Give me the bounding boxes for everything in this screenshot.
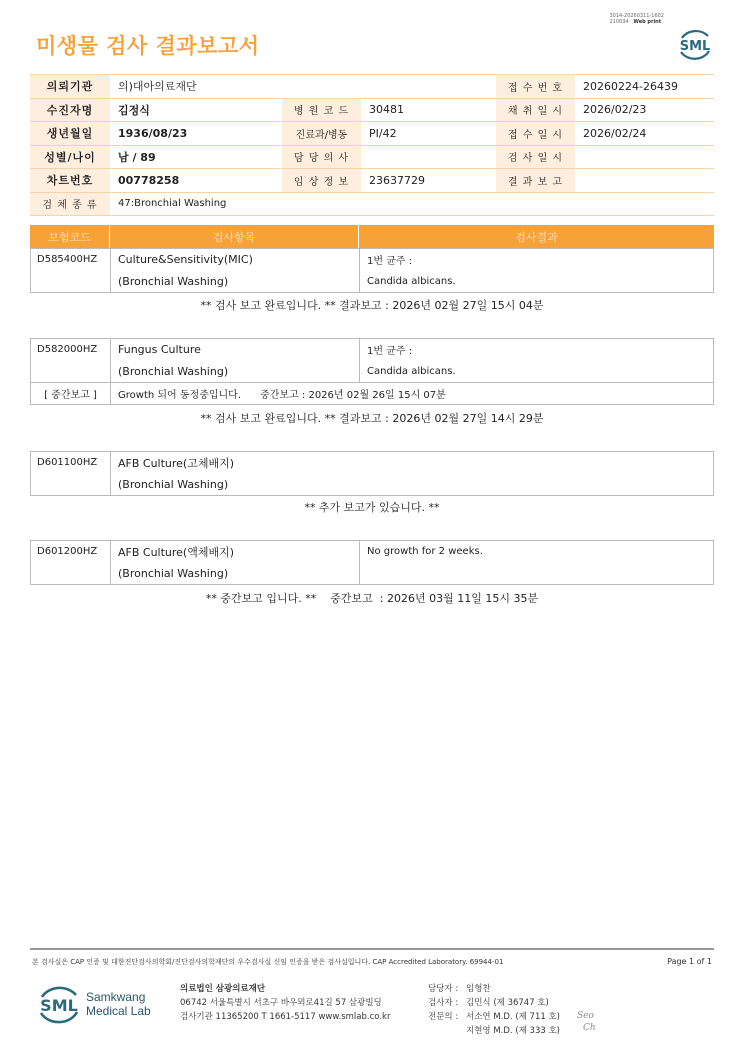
result-value: No growth for 2 weeks. <box>360 541 714 563</box>
test-date-label: 검 사 일 시 <box>496 145 575 169</box>
lab-address: 의료법인 삼광의료재단 06742 서울특별시 서초구 바우뫼로41길 57 삼광빌딩 검사기관 11365200 T 1661-5117 www.smlab.co.kr <box>180 984 391 1022</box>
dept-label: 진료과/병동 <box>282 122 361 146</box>
accreditation-note: 본 검사실은 CAP 인증 및 대한진단검사의학회/진단검사의학재단의 우수검사실 신임 인증을 받은 검사실입니다. CAP Accredited Laboratory. 69944-01 <box>32 958 504 966</box>
report-status: ** 중간보고 입니다. ** 중간보고 : 2026년 03월 11일 15시 35분 <box>205 592 539 605</box>
chart-value: 00778258 <box>110 169 282 193</box>
result-specimen: (Bronchial Washing) <box>111 271 360 293</box>
result-item: AFB Culture(액체배지) <box>111 541 360 563</box>
svg-text:SML: SML <box>40 996 78 1015</box>
specimen-label: 검 체 종 류 <box>30 192 110 216</box>
col-result: 검사결과 <box>515 230 558 244</box>
brand-name: Samkwang Medical Lab <box>86 990 151 1018</box>
name-value: 김정식 <box>110 98 282 122</box>
print-code-line2: 210034 Web print <box>609 19 662 25</box>
signature: Seo Ch <box>577 1011 596 1033</box>
patient-info-table <box>30 74 714 216</box>
result-specimen: (Bronchial Washing) <box>111 474 714 496</box>
report-value <box>575 169 714 193</box>
collect-date-value: 2026/02/23 <box>575 98 714 122</box>
interim-text: Growth 되어 동정중입니다. 중간보고 : 2026년 02월 26일 15시 07분 <box>111 383 714 405</box>
result-item: Fungus Culture <box>111 339 360 361</box>
report-status: ** 검사 보고 완료입니다. ** 결과보고 : 2026년 02월 27일 15시 04분 <box>200 299 544 312</box>
result-value: 1번 균주 : <box>360 339 714 361</box>
results-header <box>30 225 714 248</box>
result-item: AFB Culture(고체배지) <box>111 452 714 474</box>
result-organism: Candida albicans. <box>360 271 714 293</box>
test-date-value <box>575 145 714 169</box>
sml-logo-icon <box>36 982 82 1026</box>
requester-label: 의뢰기관 <box>30 75 110 99</box>
footer-divider <box>30 948 714 950</box>
result-specimen: (Bronchial Washing) <box>111 563 360 585</box>
col-code: 보험코드 <box>30 225 110 248</box>
dept-value: PI/42 <box>361 122 496 146</box>
result-specimen: (Bronchial Washing) <box>111 361 360 383</box>
hospital-code-label: 병 원 코 드 <box>282 98 361 122</box>
print-code-line1: 3014-20260311-1602 <box>609 13 664 19</box>
requester-value: 의)대아의료재단 <box>110 75 496 99</box>
result-code: D582000HZ <box>31 339 111 361</box>
reception-no-label: 접 수 번 호 <box>496 75 575 99</box>
result-value: 1번 균주 : <box>360 249 714 271</box>
name-label: 수진자명 <box>30 98 110 122</box>
print-code <box>609 13 664 25</box>
svg-text:SML: SML <box>679 39 711 54</box>
sex-age-value: 남 / 89 <box>110 145 282 169</box>
result-block <box>30 451 714 496</box>
result-block <box>30 540 714 585</box>
result-organism: Candida albicans. <box>360 361 714 383</box>
result-block <box>30 338 714 405</box>
sml-logo-icon <box>676 26 714 62</box>
chart-label: 차트번호 <box>30 169 110 193</box>
birth-label: 생년월일 <box>30 122 110 146</box>
receive-date-value: 2026/02/24 <box>575 122 714 146</box>
doctor-value <box>361 145 496 169</box>
clinical-label: 임 상 정 보 <box>282 169 361 193</box>
report-status: ** 검사 보고 완료입니다. ** 결과보고 : 2026년 02월 27일 14시 29분 <box>200 412 544 425</box>
sex-age-label: 성별/나이 <box>30 145 110 169</box>
birth-value: 1936/08/23 <box>110 122 282 146</box>
collect-date-label: 채 취 일 시 <box>496 98 575 122</box>
result-code: D601100HZ <box>31 452 111 474</box>
reception-no-value: 20260224-26439 <box>575 75 714 99</box>
report-status: ** 추가 보고가 있습니다. ** <box>304 501 440 514</box>
clinical-value: 23637729 <box>361 169 496 193</box>
receive-date-label: 접 수 일 시 <box>496 122 575 146</box>
result-code: D585400HZ <box>31 249 111 271</box>
interim-label: [ 중간보고 ] <box>31 383 111 405</box>
page-title: 미생물 검사 결과보고서 <box>36 34 260 58</box>
col-item: 검사항목 <box>110 225 359 248</box>
report-label: 결 과 보 고 <box>496 169 575 193</box>
result-block <box>30 248 714 293</box>
specimen-value: 47:Bronchial Washing <box>110 192 714 216</box>
result-code: D601200HZ <box>31 541 111 563</box>
staff-list: 담당자 : 임형찬 검사자 : 김민식 (제 36747 호) 전문의 : 서소연 M.D. (제 711 호) 지현영 M.D. (제 333 호) <box>428 984 561 1036</box>
doctor-label: 담 당 의 사 <box>282 145 361 169</box>
hospital-code-value: 30481 <box>361 98 496 122</box>
result-item: Culture&Sensitivity(MIC) <box>111 249 360 271</box>
page-number: Page 1 of 1 <box>667 957 712 966</box>
